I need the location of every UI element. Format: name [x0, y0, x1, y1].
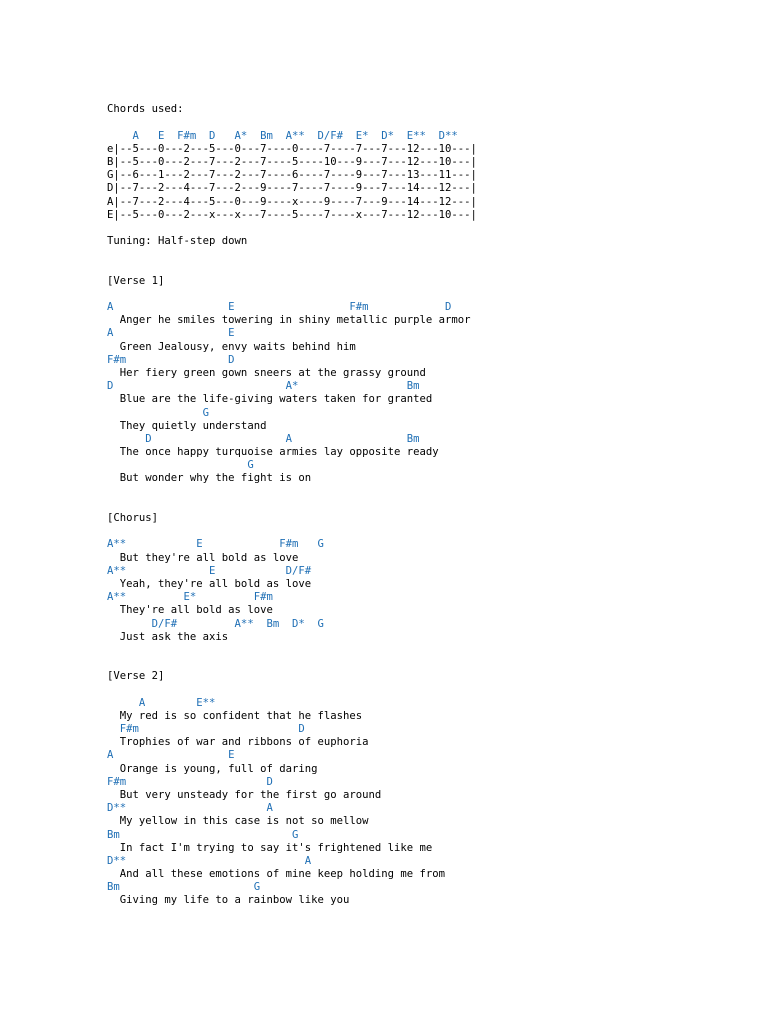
chord-line: A E F#m D	[107, 301, 452, 313]
lyric-line: But very unsteady for the first go around	[107, 788, 382, 801]
section-header: [Verse 2]	[107, 670, 165, 683]
tab-line: D|--7---2---4---7---2---9----7----7----9---7---14---12---|	[107, 182, 477, 195]
lyric-line: They're all bold as love	[107, 604, 273, 617]
lyric-line: Green Jealousy, envy waits behind him	[107, 340, 356, 353]
lyric-line: Trophies of war and ribbons of euphoria	[107, 736, 369, 749]
blank-line	[107, 261, 747, 274]
blank-line	[107, 657, 747, 670]
lyric-line: My yellow in this case is not so mellow	[107, 815, 369, 828]
tab-line: G|--6---1---2---7---2---7----6----7----9---7---13---11---|	[107, 169, 477, 182]
blank-line	[107, 499, 747, 512]
chord-line: A** E F#m G	[107, 538, 324, 551]
blank-line	[107, 90, 747, 103]
section-header: [Chorus]	[107, 512, 159, 524]
lyric-line: Tuning: Half-step down	[107, 235, 248, 248]
blank-line	[107, 644, 747, 657]
blank-line	[107, 248, 747, 261]
chord-line: A** E* F#m	[107, 591, 273, 604]
chord-line: A E	[107, 749, 235, 762]
lyric-line: But they're all bold as love	[107, 551, 299, 564]
chord-line: G	[107, 459, 254, 472]
blank-line	[107, 222, 747, 235]
chord-line: A E F#m D A* Bm A** D/F# E* D* E** D**	[107, 129, 458, 142]
chord-line: D** A	[107, 854, 312, 867]
blank-line	[107, 116, 747, 129]
chord-line: Bm G	[107, 881, 261, 894]
chord-line: G	[107, 406, 210, 419]
chord-line: D** A	[107, 802, 273, 815]
chord-line: D/F# A** Bm D* G	[107, 617, 324, 630]
chord-line: A** E D/F#	[107, 564, 312, 577]
section-header: [Verse 1]	[107, 274, 165, 287]
chord-line: A E	[107, 327, 235, 340]
lyric-line: They quietly understand	[107, 419, 267, 432]
tab-line: A|--7---2---4---5---0---9----x----9----7---9---14---12---|	[107, 195, 477, 208]
blank-line	[107, 525, 747, 538]
lyric-line: Orange is young, full of daring	[107, 762, 318, 775]
chord-line: D A* Bm	[107, 380, 420, 393]
chord-sheet	[107, 90, 747, 908]
lyric-line: Anger he smiles towering in shiny metallic purple armor	[107, 314, 471, 327]
lyric-line: And all these emotions of mine keep holding me from	[107, 868, 446, 881]
chord-line: D A Bm	[107, 432, 420, 445]
tab-line: e|--5---0---2---5---0---7----0----7----7---7---12---10---|	[107, 142, 477, 155]
section-header: Chords used:	[107, 103, 184, 116]
chord-line: F#m D	[107, 775, 273, 788]
lyric-line: My red is so confident that he flashes	[107, 709, 363, 722]
tab-line: B|--5---0---2---7---2---7----5----10---9---7---12---10---|	[107, 155, 477, 168]
tab-line: E|--5---0---2---x---x---7----5----7----x---7---12---10---|	[107, 208, 477, 221]
blank-line	[107, 486, 747, 499]
lyric-line: But wonder why the fight is on	[107, 472, 312, 485]
lyric-line: Blue are the life-giving waters taken for granted	[107, 393, 433, 406]
lyric-line: Her fiery green gown sneers at the grassy ground	[107, 366, 426, 379]
chord-line: F#m D	[107, 353, 235, 366]
lyric-line: The once happy turquoise armies lay opposite ready	[107, 446, 439, 459]
blank-line	[107, 288, 747, 301]
lyric-line: Giving my life to a rainbow like you	[107, 894, 350, 907]
lyric-line: Just ask the axis	[107, 630, 229, 643]
chord-line: F#m D	[107, 723, 305, 735]
chord-line: Bm G	[107, 828, 299, 841]
chord-line: A E**	[107, 696, 216, 709]
blank-line	[107, 683, 747, 696]
lyric-line: In fact I'm trying to say it's frightened like me	[107, 841, 433, 854]
lyric-line: Yeah, they're all bold as love	[107, 577, 312, 590]
